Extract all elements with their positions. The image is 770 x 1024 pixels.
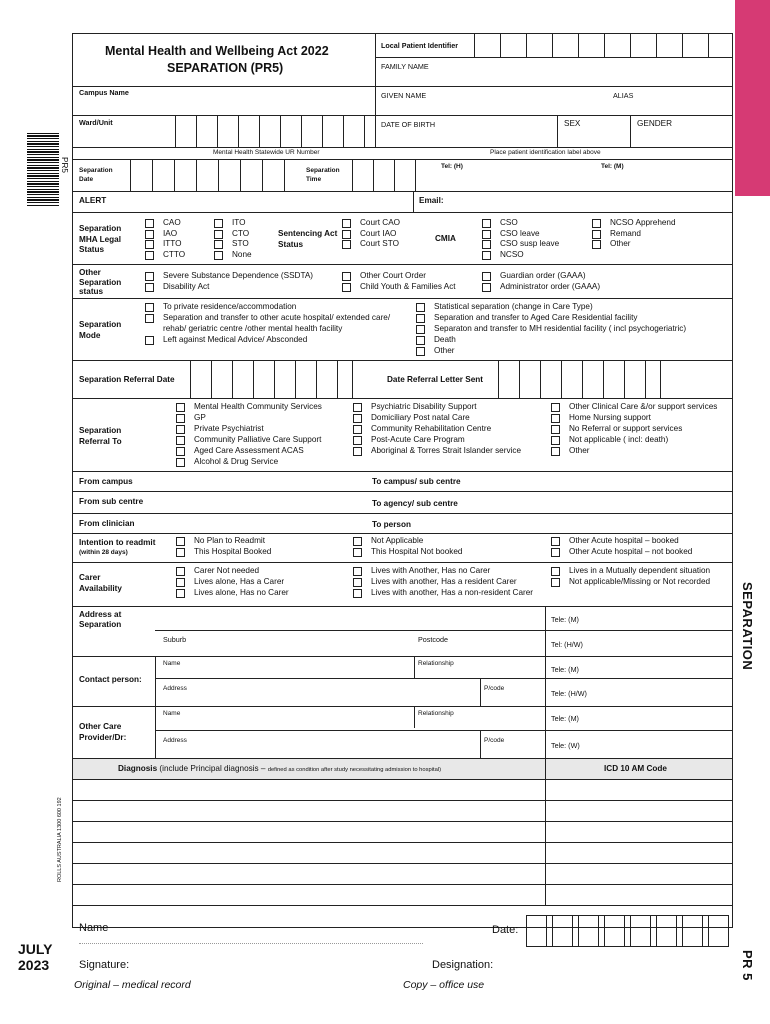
checkbox[interactable] — [176, 458, 185, 467]
checkbox-label: Left against Medical Advice/ Absconded — [163, 335, 308, 344]
checkbox-label: Administrator order (GAAA) — [500, 281, 601, 291]
addr-tel-hw: Tel: (H/W) — [551, 640, 583, 649]
checkbox[interactable] — [416, 314, 425, 323]
name-line[interactable] — [79, 943, 423, 944]
checkbox-label: Death — [434, 335, 456, 344]
campus-label: Campus Name — [79, 88, 129, 97]
mode-label: Separation Mode — [79, 320, 122, 340]
checkbox-label: Other Acute hospital – booked — [569, 536, 679, 545]
checkbox[interactable] — [145, 240, 154, 249]
suburb-label: Suburb — [163, 635, 187, 644]
readmit-sub: (within 28 days) — [79, 549, 128, 556]
sep-time-boxes[interactable] — [352, 159, 436, 191]
checkbox-label: Court CAO — [360, 218, 401, 227]
sentencing-label: Sentencing Act Status — [278, 229, 338, 249]
checkbox[interactable] — [551, 567, 560, 576]
original-note: Original – medical record — [74, 979, 191, 991]
checkbox-label: CAO — [163, 218, 181, 227]
checkbox-label: This Hospital Not booked — [371, 547, 463, 556]
checkbox-label: Psychiatric Disability Support — [371, 402, 477, 411]
checkbox-label: Alcohol & Drug Service — [194, 457, 279, 466]
checkbox-label: CSO leave — [500, 228, 540, 238]
checkbox-label: Lives with another, Has a non-resident Carer — [371, 588, 534, 597]
checkbox[interactable] — [176, 425, 185, 434]
checkbox-label: Lives alone, Has a Carer — [194, 577, 285, 586]
checkbox-label: CTO — [232, 228, 250, 238]
checkbox-label: To private residence/accommodation — [163, 302, 297, 311]
checkbox-label: Other — [434, 346, 455, 355]
checkbox[interactable] — [482, 219, 491, 228]
side-title: SEPARATION — [740, 582, 755, 671]
checkbox-label: Other Acute hospital – not booked — [569, 547, 693, 556]
checkbox-label: None — [232, 249, 252, 259]
checkbox-label: Disability Act — [163, 281, 210, 291]
other-status-label: Other Separation status — [79, 268, 122, 297]
checkbox[interactable] — [482, 283, 491, 292]
diagnosis-row-line — [72, 821, 733, 822]
checkbox-label: Other Court Order — [360, 271, 426, 280]
contact-tele-hw: Tele: (H/W) — [551, 689, 587, 698]
sep-date-boxes[interactable] — [130, 159, 301, 191]
checkbox-label: Severe Substance Dependence (SSDTA) — [163, 271, 314, 280]
checkbox[interactable] — [482, 240, 491, 249]
checkbox-label: Lives in a Mutually dependent situation — [569, 566, 711, 575]
checkbox[interactable] — [214, 230, 223, 239]
checkbox-label: CSO susp leave — [500, 239, 560, 249]
legal-status-label: Separation MHA Legal Status — [79, 224, 122, 255]
diagnosis-row-line — [72, 884, 733, 885]
provider-rel-label: Relationship — [418, 710, 454, 717]
checkbox-label: Mental Health Community Services — [194, 402, 322, 411]
local-patient-id-label: Local Patient Identifier — [381, 41, 459, 50]
checkbox[interactable] — [551, 537, 560, 546]
checkbox[interactable] — [353, 567, 362, 576]
checkbox-label: ITTO — [163, 239, 182, 249]
diagnosis-row-line — [72, 800, 733, 801]
referral-date-boxes[interactable] — [190, 360, 353, 398]
color-tab — [735, 0, 770, 196]
form-title: SEPARATION (PR5) — [167, 61, 284, 75]
contact-label: Contact person: — [79, 675, 142, 684]
checkbox-label: Not applicable ( incl: death) — [569, 435, 669, 444]
checkbox-label: GP — [194, 413, 206, 422]
email-label: Email: — [419, 196, 444, 205]
checkbox-label: Not Applicable — [371, 536, 424, 545]
tel-m-label: Tel: (M) — [601, 163, 624, 170]
checkbox-label: Child Youth & Families Act — [360, 281, 456, 291]
contact-tele-m: Tele: (M) — [551, 665, 579, 674]
contact-name-label: Name — [163, 660, 181, 667]
checkbox-label: Lives alone, Has no Carer — [194, 588, 289, 597]
checkbox[interactable] — [353, 548, 362, 557]
checkbox[interactable] — [353, 447, 362, 456]
checkbox-label: Community Rehabilitation Centre — [371, 424, 492, 433]
diagnosis-title: Diagnosis (include Principal diagnosis – defined as condition after study necessitating admission to hospital) — [118, 764, 442, 773]
checkbox-label: NCSO — [500, 249, 524, 259]
referral-date-label: Separation Referral Date — [79, 375, 175, 384]
sign-name-label: Name — [79, 922, 109, 934]
checkbox[interactable] — [353, 589, 362, 598]
gender-label: GENDER — [637, 119, 673, 128]
sex-label: SEX — [564, 119, 581, 128]
letter-date-boxes[interactable] — [498, 360, 661, 398]
referral-to-label: Separation Referral To — [79, 426, 122, 446]
checkbox[interactable] — [176, 403, 185, 412]
checkbox[interactable] — [176, 578, 185, 587]
checkbox[interactable] — [551, 578, 560, 587]
checkbox[interactable] — [482, 272, 491, 281]
checkbox-label: Carer Not needed — [194, 566, 260, 575]
ur-number-label: Mental Health Statewide UR Number — [213, 149, 320, 156]
cmia-label: CMIA — [435, 234, 456, 243]
barcode — [27, 133, 59, 207]
checkbox[interactable] — [592, 230, 601, 239]
checkbox[interactable] — [416, 336, 425, 345]
checkbox[interactable] — [176, 567, 185, 576]
checkbox-label: Lives with Another, Has no Carer — [371, 566, 491, 575]
checkbox-label: This Hospital Booked — [194, 547, 272, 556]
address-label: Address at Separation — [79, 610, 122, 629]
checkbox-label: Separaton and transfer to MH residential facility ( incl psychogeriatric) — [434, 324, 687, 333]
checkbox[interactable] — [176, 537, 185, 546]
to-campus-label: To campus/ sub centre — [372, 477, 461, 486]
tel-h-label: Tel: (H) — [441, 163, 463, 170]
checkbox-label: Community Palliative Care Support — [194, 435, 322, 444]
sep-time-label: Separation Time — [306, 167, 340, 183]
sep-date-label: Separation Date — [79, 167, 113, 183]
sign-date-label: Date: — [492, 924, 519, 936]
checkbox-label: Post-Acute Care Program — [371, 435, 465, 444]
provider-name-label: Name — [163, 710, 181, 717]
addr-tele-m: Tele: (M) — [551, 615, 579, 624]
ur-number-boxes[interactable] — [175, 115, 375, 147]
sign-date-boxes[interactable] — [526, 915, 729, 947]
checkbox[interactable] — [342, 272, 351, 281]
barcode-code: PR5 — [60, 157, 69, 173]
checkbox[interactable] — [145, 336, 154, 345]
checkbox[interactable] — [214, 240, 223, 249]
provider-pcode-label: P/code — [484, 737, 505, 744]
checkbox[interactable] — [214, 219, 223, 228]
checkbox[interactable] — [145, 251, 154, 260]
label-note: Place patient identification label above — [490, 149, 601, 156]
checkbox-label: Court IAO — [360, 228, 397, 238]
from-sub-label: From sub centre — [79, 497, 144, 506]
checkbox[interactable] — [353, 414, 362, 423]
checkbox-label: Separation and transfer to Aged Care Residential facility — [434, 313, 638, 322]
checkbox-label: Aged Care Assessment ACAS — [194, 446, 304, 455]
checkbox[interactable] — [214, 251, 223, 260]
diagnosis-row-line — [72, 842, 733, 843]
checkbox[interactable] — [145, 314, 154, 323]
checkbox[interactable] — [482, 251, 491, 260]
contact-address-label: Address — [163, 685, 187, 692]
checkbox[interactable] — [353, 578, 362, 587]
checkbox[interactable] — [353, 403, 362, 412]
checkbox-label: Guardian order (GAAA) — [500, 271, 586, 280]
contact-pcode-label: P/code — [484, 685, 505, 692]
checkbox-label: Court STO — [360, 239, 399, 249]
provider-address-label: Address — [163, 737, 187, 744]
checkbox[interactable] — [145, 230, 154, 239]
act-title: Mental Health and Wellbeing Act 2022 — [105, 44, 329, 58]
checkbox-label: Domiciliary Post natal Care — [371, 413, 470, 422]
copy-note: Copy – office use — [403, 979, 485, 991]
checkbox[interactable] — [342, 283, 351, 292]
checkbox[interactable] — [145, 272, 154, 281]
checkbox[interactable] — [145, 219, 154, 228]
checkbox[interactable] — [353, 425, 362, 434]
checkbox-label: Remand — [610, 228, 641, 238]
checkbox[interactable] — [176, 414, 185, 423]
checkbox-label: Aboriginal & Torres Strait Islander service — [371, 446, 522, 455]
printer-credit: ROLLS AUSTRALIA 1300 600 192 — [57, 797, 63, 882]
checkbox-label: rehab/ geriatric centre /other mental health facility — [163, 324, 343, 333]
checkbox[interactable] — [145, 283, 154, 292]
checkbox-label: Other — [610, 239, 631, 249]
provider-tele-m: Tele: (M) — [551, 714, 579, 723]
checkbox[interactable] — [551, 447, 560, 456]
year: 2023 — [18, 957, 50, 973]
checkbox[interactable] — [176, 447, 185, 456]
checkbox[interactable] — [145, 303, 154, 312]
checkbox[interactable] — [176, 436, 185, 445]
side-form-code: PR 5 — [740, 950, 755, 981]
local-patient-id-boxes[interactable] — [474, 33, 733, 57]
checkbox-label: NCSO Apprehend — [610, 218, 676, 227]
checkbox[interactable] — [342, 240, 351, 249]
readmit-label: Intention to readmit — [79, 538, 156, 547]
checkbox[interactable] — [482, 230, 491, 239]
carer-label: Carer Availability — [79, 573, 122, 593]
checkbox-label: Separation and transfer to other acute hospital/ extended care/ — [163, 313, 391, 322]
checkbox[interactable] — [416, 325, 425, 334]
to-agency-label: To agency/ sub centre — [372, 499, 458, 508]
checkbox[interactable] — [342, 219, 351, 228]
checkbox[interactable] — [551, 436, 560, 445]
icd-title: ICD 10 AM Code — [604, 764, 667, 773]
alias-label: ALIAS — [613, 91, 634, 100]
month: JULY — [18, 941, 53, 957]
signature-label: Signature: — [79, 959, 130, 971]
checkbox-label: ITO — [232, 218, 246, 227]
checkbox[interactable] — [353, 436, 362, 445]
checkbox[interactable] — [592, 240, 601, 249]
family-name-label: FAMILY NAME — [381, 62, 429, 71]
to-person-label: To person — [372, 520, 411, 529]
checkbox-label: Statistical separation (change in Care Type) — [434, 302, 593, 311]
checkbox[interactable] — [551, 548, 560, 557]
provider-label: Other Care Provider/Dr: — [79, 722, 127, 742]
checkbox[interactable] — [176, 548, 185, 557]
checkbox-label: Not applicable/Missing or Not recorded — [569, 577, 711, 586]
ward-label: Ward/Unit — [79, 118, 113, 127]
checkbox-label: Home Nursing support — [569, 413, 651, 422]
checkbox[interactable] — [416, 303, 425, 312]
checkbox[interactable] — [342, 230, 351, 239]
checkbox-label: No Plan to Readmit — [194, 536, 265, 545]
postcode-label: Postcode — [418, 635, 448, 644]
contact-rel-label: Relationship — [418, 660, 454, 667]
checkbox[interactable] — [353, 537, 362, 546]
from-campus-label: From campus — [79, 477, 133, 486]
diagnosis-row-line — [72, 863, 733, 864]
checkbox-label: No Referral or support services — [569, 424, 683, 433]
checkbox-label: STO — [232, 239, 249, 249]
letter-date-label: Date Referral Letter Sent — [387, 375, 484, 384]
alert-label: ALERT — [79, 196, 107, 205]
checkbox-label: IAO — [163, 228, 178, 238]
checkbox[interactable] — [416, 347, 425, 356]
checkbox[interactable] — [551, 414, 560, 423]
dob-label: DATE OF BIRTH — [381, 120, 436, 129]
checkbox-label: Private Psychiatrist — [194, 424, 264, 433]
checkbox-label: Other — [569, 446, 590, 455]
checkbox[interactable] — [592, 219, 601, 228]
designation-label: Designation: — [432, 959, 494, 971]
checkbox-label: Other Clinical Care &/or support services — [569, 402, 718, 411]
provider-tele-w: Tele: (W) — [551, 741, 580, 750]
checkbox[interactable] — [551, 403, 560, 412]
checkbox-label: CSO — [500, 218, 518, 227]
checkbox[interactable] — [176, 589, 185, 598]
checkbox[interactable] — [551, 425, 560, 434]
checkbox-label: Lives with another, Has a resident Carer — [371, 577, 517, 586]
given-name-label: GIVEN NAME — [381, 91, 427, 100]
checkbox-label: CTTO — [163, 249, 186, 259]
from-clinician-label: From clinician — [79, 519, 135, 528]
